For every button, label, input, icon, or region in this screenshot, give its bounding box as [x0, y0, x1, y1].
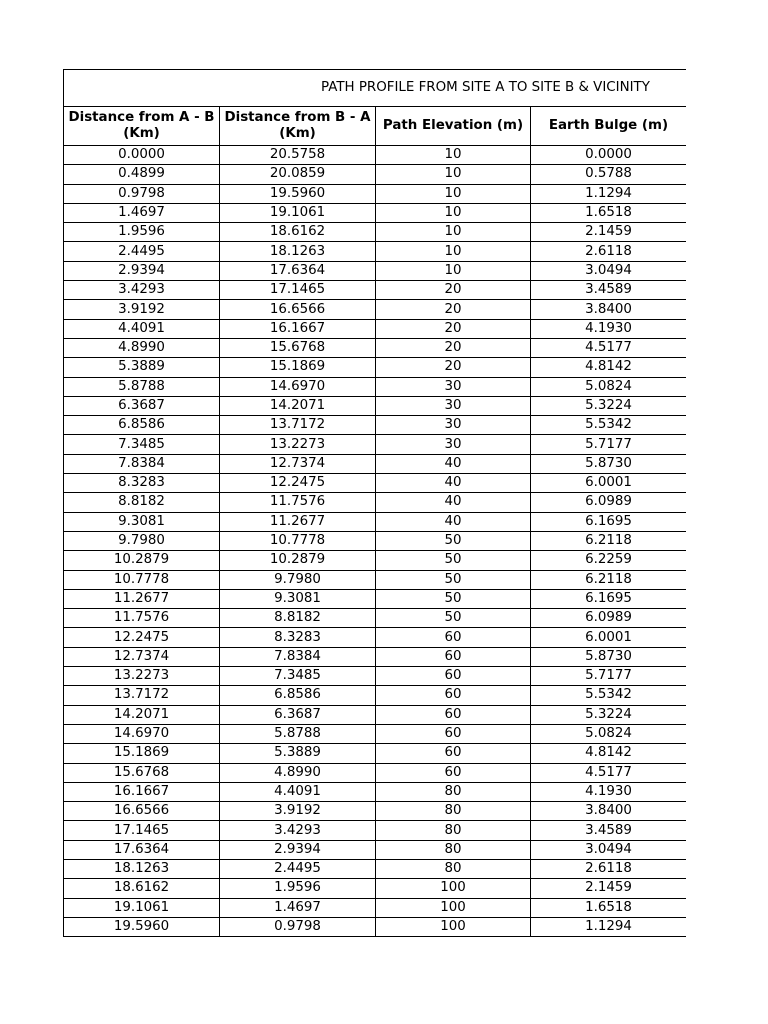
cell-distance-a-b[interactable]: 6.8586 [64, 416, 220, 435]
cell-path-elevation[interactable]: 60 [376, 647, 531, 666]
cell-earth-bulge[interactable]: 5.3224 [531, 705, 687, 724]
cell-distance-b-a[interactable]: 15.1869 [220, 358, 376, 377]
cell-path-elevation[interactable]: 20 [376, 319, 531, 338]
table-row [64, 165, 687, 184]
cell-distance-a-b[interactable]: 18.1263 [64, 859, 220, 878]
cell-distance-b-a[interactable]: 5.8788 [220, 724, 376, 743]
cell-path-elevation[interactable]: 60 [376, 667, 531, 686]
cell-path-elevation[interactable]: 60 [376, 763, 531, 782]
cell-path-elevation[interactable]: 50 [376, 570, 531, 589]
table-row [64, 223, 687, 242]
cell-earth-bulge[interactable]: 5.8730 [531, 454, 687, 473]
cell-distance-a-b[interactable]: 1.4697 [64, 203, 220, 222]
cell-distance-b-a[interactable]: 13.2273 [220, 435, 376, 454]
cell-earth-bulge[interactable]: 6.1695 [531, 512, 687, 531]
cell-distance-a-b[interactable]: 0.9798 [64, 184, 220, 203]
table-row [64, 454, 687, 473]
cell-earth-bulge[interactable]: 6.1695 [531, 589, 687, 608]
cell-path-elevation[interactable]: 50 [376, 551, 531, 570]
table-row [64, 551, 687, 570]
cell-earth-bulge[interactable]: 5.8730 [531, 647, 687, 666]
cell-distance-b-a[interactable]: 9.3081 [220, 589, 376, 608]
cell-earth-bulge[interactable]: 6.0989 [531, 493, 687, 512]
cell-path-elevation[interactable]: 50 [376, 531, 531, 550]
table-row [64, 859, 687, 878]
cell-earth-bulge[interactable]: 3.8400 [531, 802, 687, 821]
cell-distance-a-b[interactable]: 7.8384 [64, 454, 220, 473]
cell-earth-bulge[interactable]: 6.0001 [531, 474, 687, 493]
cell-earth-bulge[interactable]: 2.1459 [531, 223, 687, 242]
table-row [64, 821, 687, 840]
title-row [63, 69, 686, 107]
cell-distance-b-a[interactable]: 19.5960 [220, 184, 376, 203]
cell-path-elevation[interactable]: 40 [376, 493, 531, 512]
cell-distance-a-b[interactable]: 8.8182 [64, 493, 220, 512]
cell-earth-bulge[interactable]: 5.7177 [531, 435, 687, 454]
cell-path-elevation[interactable]: 10 [376, 203, 531, 222]
cell-distance-b-a[interactable]: 8.3283 [220, 628, 376, 647]
cell-earth-bulge[interactable]: 3.0494 [531, 261, 687, 280]
table-row [64, 358, 687, 377]
cell-distance-b-a[interactable]: 17.6364 [220, 261, 376, 280]
path-profile-table [63, 107, 686, 937]
header-distance-a-b: Distance from A - B (Km) [64, 107, 220, 146]
table-row [64, 763, 687, 782]
cell-distance-b-a[interactable]: 12.7374 [220, 454, 376, 473]
cell-distance-a-b[interactable]: 5.3889 [64, 358, 220, 377]
table-row [64, 377, 687, 396]
table-row [64, 435, 687, 454]
cell-earth-bulge[interactable]: 3.8400 [531, 300, 687, 319]
cell-path-elevation[interactable]: 80 [376, 782, 531, 801]
table-row [64, 686, 687, 705]
cell-earth-bulge[interactable]: 4.1930 [531, 319, 687, 338]
table-row [64, 242, 687, 261]
cell-distance-a-b[interactable]: 9.3081 [64, 512, 220, 531]
cell-distance-a-b[interactable]: 14.2071 [64, 705, 220, 724]
cell-distance-b-a[interactable]: 14.6970 [220, 377, 376, 396]
cell-path-elevation[interactable]: 30 [376, 396, 531, 415]
table-row [64, 840, 687, 859]
cell-distance-b-a[interactable]: 17.1465 [220, 281, 376, 300]
cell-earth-bulge[interactable]: 6.2118 [531, 531, 687, 550]
cell-distance-a-b[interactable]: 19.1061 [64, 898, 220, 917]
cell-earth-bulge[interactable]: 5.0824 [531, 724, 687, 743]
cell-earth-bulge[interactable]: 2.6118 [531, 859, 687, 878]
table-row [64, 512, 687, 531]
table-row [64, 667, 687, 686]
table-row [64, 628, 687, 647]
cell-path-elevation[interactable]: 80 [376, 821, 531, 840]
cell-path-elevation[interactable]: 80 [376, 859, 531, 878]
cell-distance-b-a[interactable]: 1.4697 [220, 898, 376, 917]
cell-distance-a-b[interactable]: 17.6364 [64, 840, 220, 859]
cell-path-elevation[interactable]: 60 [376, 744, 531, 763]
table-row [64, 203, 687, 222]
table-row [64, 647, 687, 666]
cell-path-elevation[interactable]: 50 [376, 589, 531, 608]
cell-distance-b-a[interactable]: 7.8384 [220, 647, 376, 666]
table-row [64, 898, 687, 917]
cell-path-elevation[interactable]: 60 [376, 686, 531, 705]
cell-distance-b-a[interactable]: 16.1667 [220, 319, 376, 338]
cell-path-elevation[interactable]: 100 [376, 898, 531, 917]
cell-distance-a-b[interactable]: 12.2475 [64, 628, 220, 647]
cell-earth-bulge[interactable]: 0.5788 [531, 165, 687, 184]
cell-earth-bulge[interactable]: 1.6518 [531, 203, 687, 222]
cell-distance-b-a[interactable]: 16.6566 [220, 300, 376, 319]
cell-distance-b-a[interactable]: 19.1061 [220, 203, 376, 222]
cell-path-elevation[interactable]: 20 [376, 358, 531, 377]
cell-earth-bulge[interactable]: 4.5177 [531, 763, 687, 782]
cell-distance-a-b[interactable]: 14.6970 [64, 724, 220, 743]
cell-distance-b-a[interactable]: 4.4091 [220, 782, 376, 801]
cell-distance-b-a[interactable]: 2.4495 [220, 859, 376, 878]
cell-earth-bulge[interactable]: 1.6518 [531, 898, 687, 917]
cell-path-elevation[interactable]: 40 [376, 512, 531, 531]
cell-earth-bulge[interactable]: 4.8142 [531, 358, 687, 377]
cell-earth-bulge[interactable]: 6.2118 [531, 570, 687, 589]
cell-path-elevation[interactable]: 40 [376, 474, 531, 493]
cell-path-elevation[interactable]: 20 [376, 338, 531, 357]
header-row [64, 107, 687, 146]
table-row [64, 474, 687, 493]
table-row [64, 782, 687, 801]
table-row [64, 338, 687, 357]
cell-distance-b-a[interactable]: 10.2879 [220, 551, 376, 570]
cell-distance-a-b[interactable]: 3.4293 [64, 281, 220, 300]
cell-distance-a-b[interactable]: 10.2879 [64, 551, 220, 570]
cell-earth-bulge[interactable]: 5.5342 [531, 416, 687, 435]
cell-earth-bulge[interactable]: 2.1459 [531, 879, 687, 898]
table-row [64, 589, 687, 608]
cell-distance-a-b[interactable]: 2.9394 [64, 261, 220, 280]
cell-distance-b-a[interactable]: 15.6768 [220, 338, 376, 357]
cell-distance-b-a[interactable]: 11.2677 [220, 512, 376, 531]
cell-path-elevation[interactable]: 50 [376, 609, 531, 628]
cell-distance-b-a[interactable]: 4.8990 [220, 763, 376, 782]
table-row [64, 724, 687, 743]
table-row [64, 261, 687, 280]
cell-path-elevation[interactable]: 30 [376, 416, 531, 435]
cell-path-elevation[interactable]: 40 [376, 454, 531, 473]
cell-distance-a-b[interactable]: 8.3283 [64, 474, 220, 493]
cell-path-elevation[interactable]: 20 [376, 300, 531, 319]
cell-earth-bulge[interactable]: 2.6118 [531, 242, 687, 261]
cell-earth-bulge[interactable]: 0.0000 [531, 146, 687, 165]
cell-path-elevation[interactable]: 100 [376, 879, 531, 898]
cell-earth-bulge[interactable]: 6.2259 [531, 551, 687, 570]
cell-distance-a-b[interactable]: 6.3687 [64, 396, 220, 415]
cell-distance-a-b[interactable]: 7.3485 [64, 435, 220, 454]
table-row [64, 609, 687, 628]
cell-earth-bulge[interactable]: 5.0824 [531, 377, 687, 396]
cell-distance-b-a[interactable]: 7.3485 [220, 667, 376, 686]
table-row [64, 184, 687, 203]
cell-distance-a-b[interactable]: 13.7172 [64, 686, 220, 705]
cell-earth-bulge[interactable]: 4.1930 [531, 782, 687, 801]
cell-distance-a-b[interactable]: 13.2273 [64, 667, 220, 686]
table-row [64, 531, 687, 550]
cell-distance-a-b[interactable]: 11.7576 [64, 609, 220, 628]
cell-distance-b-a[interactable]: 3.9192 [220, 802, 376, 821]
cell-distance-b-a[interactable]: 5.3889 [220, 744, 376, 763]
cell-path-elevation[interactable]: 60 [376, 724, 531, 743]
cell-distance-a-b[interactable]: 1.9596 [64, 223, 220, 242]
table-row [64, 300, 687, 319]
table-row [64, 493, 687, 512]
cell-distance-b-a[interactable]: 20.0859 [220, 165, 376, 184]
cell-distance-a-b[interactable]: 0.4899 [64, 165, 220, 184]
cell-earth-bulge[interactable]: 6.0989 [531, 609, 687, 628]
cell-earth-bulge[interactable]: 1.1294 [531, 184, 687, 203]
cell-distance-a-b[interactable]: 11.2677 [64, 589, 220, 608]
table-row [64, 396, 687, 415]
cell-earth-bulge[interactable]: 3.4589 [531, 821, 687, 840]
cell-earth-bulge[interactable]: 4.8142 [531, 744, 687, 763]
table-row [64, 570, 687, 589]
cell-path-elevation[interactable]: 10 [376, 146, 531, 165]
cell-path-elevation[interactable]: 100 [376, 917, 531, 936]
cell-distance-a-b[interactable]: 12.7374 [64, 647, 220, 666]
table-row [64, 705, 687, 724]
cell-earth-bulge[interactable]: 5.7177 [531, 667, 687, 686]
cell-earth-bulge[interactable]: 3.4589 [531, 281, 687, 300]
cell-path-elevation[interactable]: 30 [376, 377, 531, 396]
cell-distance-b-a[interactable]: 13.7172 [220, 416, 376, 435]
cell-distance-a-b[interactable]: 16.6566 [64, 802, 220, 821]
table-body [64, 146, 687, 937]
cell-path-elevation[interactable]: 60 [376, 705, 531, 724]
cell-distance-a-b[interactable]: 4.8990 [64, 338, 220, 357]
table-row [64, 802, 687, 821]
cell-earth-bulge[interactable]: 5.3224 [531, 396, 687, 415]
cell-distance-b-a[interactable]: 6.3687 [220, 705, 376, 724]
cell-distance-a-b[interactable]: 10.7778 [64, 570, 220, 589]
table-row [64, 146, 687, 165]
table-row [64, 281, 687, 300]
cell-distance-b-a[interactable]: 6.8586 [220, 686, 376, 705]
table-row [64, 879, 687, 898]
cell-earth-bulge[interactable]: 1.1294 [531, 917, 687, 936]
table-row [64, 416, 687, 435]
cell-distance-a-b[interactable]: 15.1869 [64, 744, 220, 763]
cell-distance-b-a[interactable]: 11.7576 [220, 493, 376, 512]
cell-distance-b-a[interactable]: 8.8182 [220, 609, 376, 628]
cell-path-elevation[interactable]: 10 [376, 261, 531, 280]
cell-path-elevation[interactable]: 10 [376, 165, 531, 184]
table-row [64, 917, 687, 936]
spreadsheet-sheet [63, 69, 686, 937]
cell-path-elevation[interactable]: 30 [376, 435, 531, 454]
cell-path-elevation[interactable]: 20 [376, 281, 531, 300]
table-title: PATH PROFILE FROM SITE A TO SITE B & VICINITY [321, 80, 650, 95]
header-earth-bulge: Earth Bulge (m) [531, 107, 687, 146]
cell-distance-b-a[interactable]: 1.9596 [220, 879, 376, 898]
cell-distance-b-a[interactable]: 3.4293 [220, 821, 376, 840]
header-path-elevation: Path Elevation (m) [376, 107, 531, 146]
table-row [64, 319, 687, 338]
cell-distance-a-b[interactable]: 15.6768 [64, 763, 220, 782]
cell-distance-a-b[interactable]: 0.0000 [64, 146, 220, 165]
cell-distance-a-b[interactable]: 19.5960 [64, 917, 220, 936]
cell-distance-a-b[interactable]: 16.1667 [64, 782, 220, 801]
cell-path-elevation[interactable]: 10 [376, 223, 531, 242]
cell-distance-a-b[interactable]: 9.7980 [64, 531, 220, 550]
cell-distance-b-a[interactable]: 10.7778 [220, 531, 376, 550]
cell-path-elevation[interactable]: 60 [376, 628, 531, 647]
cell-path-elevation[interactable]: 10 [376, 184, 531, 203]
cell-distance-a-b[interactable]: 3.9192 [64, 300, 220, 319]
cell-distance-a-b[interactable]: 18.6162 [64, 879, 220, 898]
cell-distance-b-a[interactable]: 18.1263 [220, 242, 376, 261]
cell-distance-b-a[interactable]: 12.2475 [220, 474, 376, 493]
cell-path-elevation[interactable]: 10 [376, 242, 531, 261]
cell-earth-bulge[interactable]: 5.5342 [531, 686, 687, 705]
cell-path-elevation[interactable]: 80 [376, 802, 531, 821]
cell-earth-bulge[interactable]: 3.0494 [531, 840, 687, 859]
cell-path-elevation[interactable]: 80 [376, 840, 531, 859]
header-distance-b-a: Distance from B - A (Km) [220, 107, 376, 146]
cell-distance-a-b[interactable]: 5.8788 [64, 377, 220, 396]
cell-distance-b-a[interactable]: 2.9394 [220, 840, 376, 859]
cell-distance-a-b[interactable]: 4.4091 [64, 319, 220, 338]
cell-distance-b-a[interactable]: 20.5758 [220, 146, 376, 165]
cell-distance-a-b[interactable]: 17.1465 [64, 821, 220, 840]
cell-earth-bulge[interactable]: 6.0001 [531, 628, 687, 647]
cell-distance-b-a[interactable]: 9.7980 [220, 570, 376, 589]
cell-earth-bulge[interactable]: 4.5177 [531, 338, 687, 357]
cell-distance-b-a[interactable]: 14.2071 [220, 396, 376, 415]
cell-distance-b-a[interactable]: 0.9798 [220, 917, 376, 936]
table-row [64, 744, 687, 763]
cell-distance-a-b[interactable]: 2.4495 [64, 242, 220, 261]
cell-distance-b-a[interactable]: 18.6162 [220, 223, 376, 242]
